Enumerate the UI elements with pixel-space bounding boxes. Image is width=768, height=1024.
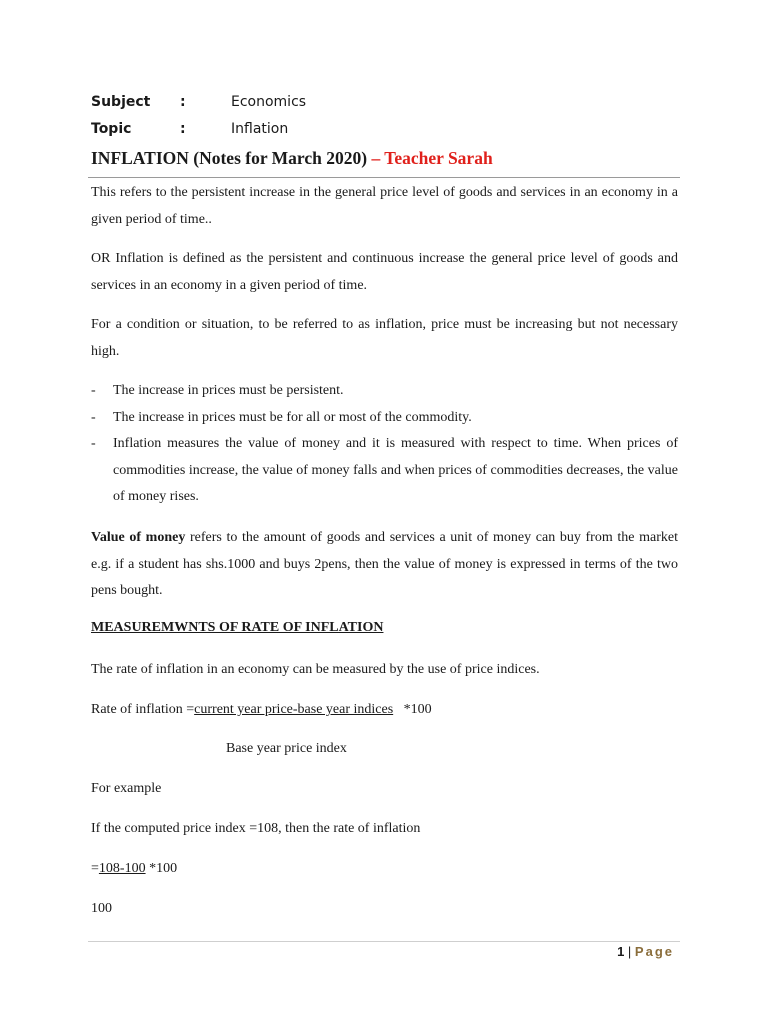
subject-colon: : bbox=[180, 94, 186, 110]
definition-paragraph: This refers to the persistent increase in the general price level of goods and services in an economy in a given period of time.. bbox=[91, 185, 678, 227]
list-item-text: The increase in prices must be for all or most of the commodity. bbox=[113, 409, 472, 425]
section-heading: MEASUREMWNTS OF RATE OF INFLATION bbox=[91, 620, 384, 635]
formula-suffix: *100 bbox=[393, 702, 432, 717]
list-dash: - bbox=[91, 436, 96, 451]
subject-value: Economics bbox=[231, 94, 307, 110]
value-of-money-text: refers to the amount of goods and services a unit of money can buy from the market e.g. if a student has shs.1000 and buys 2pens, then the value of money is expressed in terms of the two pens bought. bbox=[91, 530, 678, 598]
calc-numerator: 108-100 bbox=[98, 861, 146, 876]
title-teacher: – Teacher Sarah bbox=[371, 148, 493, 168]
condition-list bbox=[91, 378, 678, 511]
list-item bbox=[91, 378, 678, 405]
formula-numerator: current year price-base year indices bbox=[194, 702, 394, 717]
list-item bbox=[91, 431, 678, 511]
calculation-line bbox=[91, 861, 177, 877]
subject-label: Subject bbox=[91, 94, 151, 110]
calc-denominator: 100 bbox=[91, 901, 112, 916]
footer-divider bbox=[88, 941, 680, 942]
list-dash: - bbox=[91, 383, 96, 398]
calc-prefix: = bbox=[91, 861, 99, 876]
formula-line bbox=[91, 702, 432, 718]
title-divider bbox=[88, 177, 680, 178]
list-item-text: The increase in prices must be persistent. bbox=[113, 383, 344, 398]
formula-prefix: Rate of inflation = bbox=[91, 702, 195, 717]
list-item bbox=[91, 405, 678, 432]
title-main: INFLATION (Notes for March 2020) bbox=[91, 148, 372, 168]
condition-paragraph: For a condition or situation, to be referred to as inflation, price must be increasing but not necessary high. bbox=[91, 317, 678, 359]
example-text: If the computed price index =108, then the rate of inflation bbox=[91, 821, 421, 836]
topic-colon: : bbox=[180, 121, 186, 137]
page-footer bbox=[617, 944, 674, 959]
page-number: 1 bbox=[617, 944, 625, 959]
alternate-definition-paragraph: OR Inflation is defined as the persistent and continuous increase the general price level of goods and services in an economy in a given period of time. bbox=[91, 251, 678, 293]
page-title bbox=[91, 148, 493, 169]
page-word: Page bbox=[634, 944, 674, 959]
page-separator: | bbox=[624, 944, 635, 959]
example-label: For example bbox=[91, 781, 162, 796]
topic-label: Topic bbox=[91, 121, 132, 137]
formula-denominator: Base year price index bbox=[226, 741, 347, 756]
value-of-money-paragraph bbox=[91, 525, 678, 605]
list-dash: - bbox=[91, 409, 96, 425]
list-item-text: Inflation measures the value of money and it is measured with respect to time. When prices of commodities increase, the value of money falls and when prices of commodities decreases, the value of money rises. bbox=[113, 436, 678, 504]
value-of-money-term: Value of money bbox=[91, 530, 186, 545]
topic-value: Inflation bbox=[231, 121, 289, 137]
calc-suffix: *100 bbox=[145, 861, 178, 876]
measurement-intro: The rate of inflation in an economy can be measured by the use of price indices. bbox=[91, 662, 540, 677]
